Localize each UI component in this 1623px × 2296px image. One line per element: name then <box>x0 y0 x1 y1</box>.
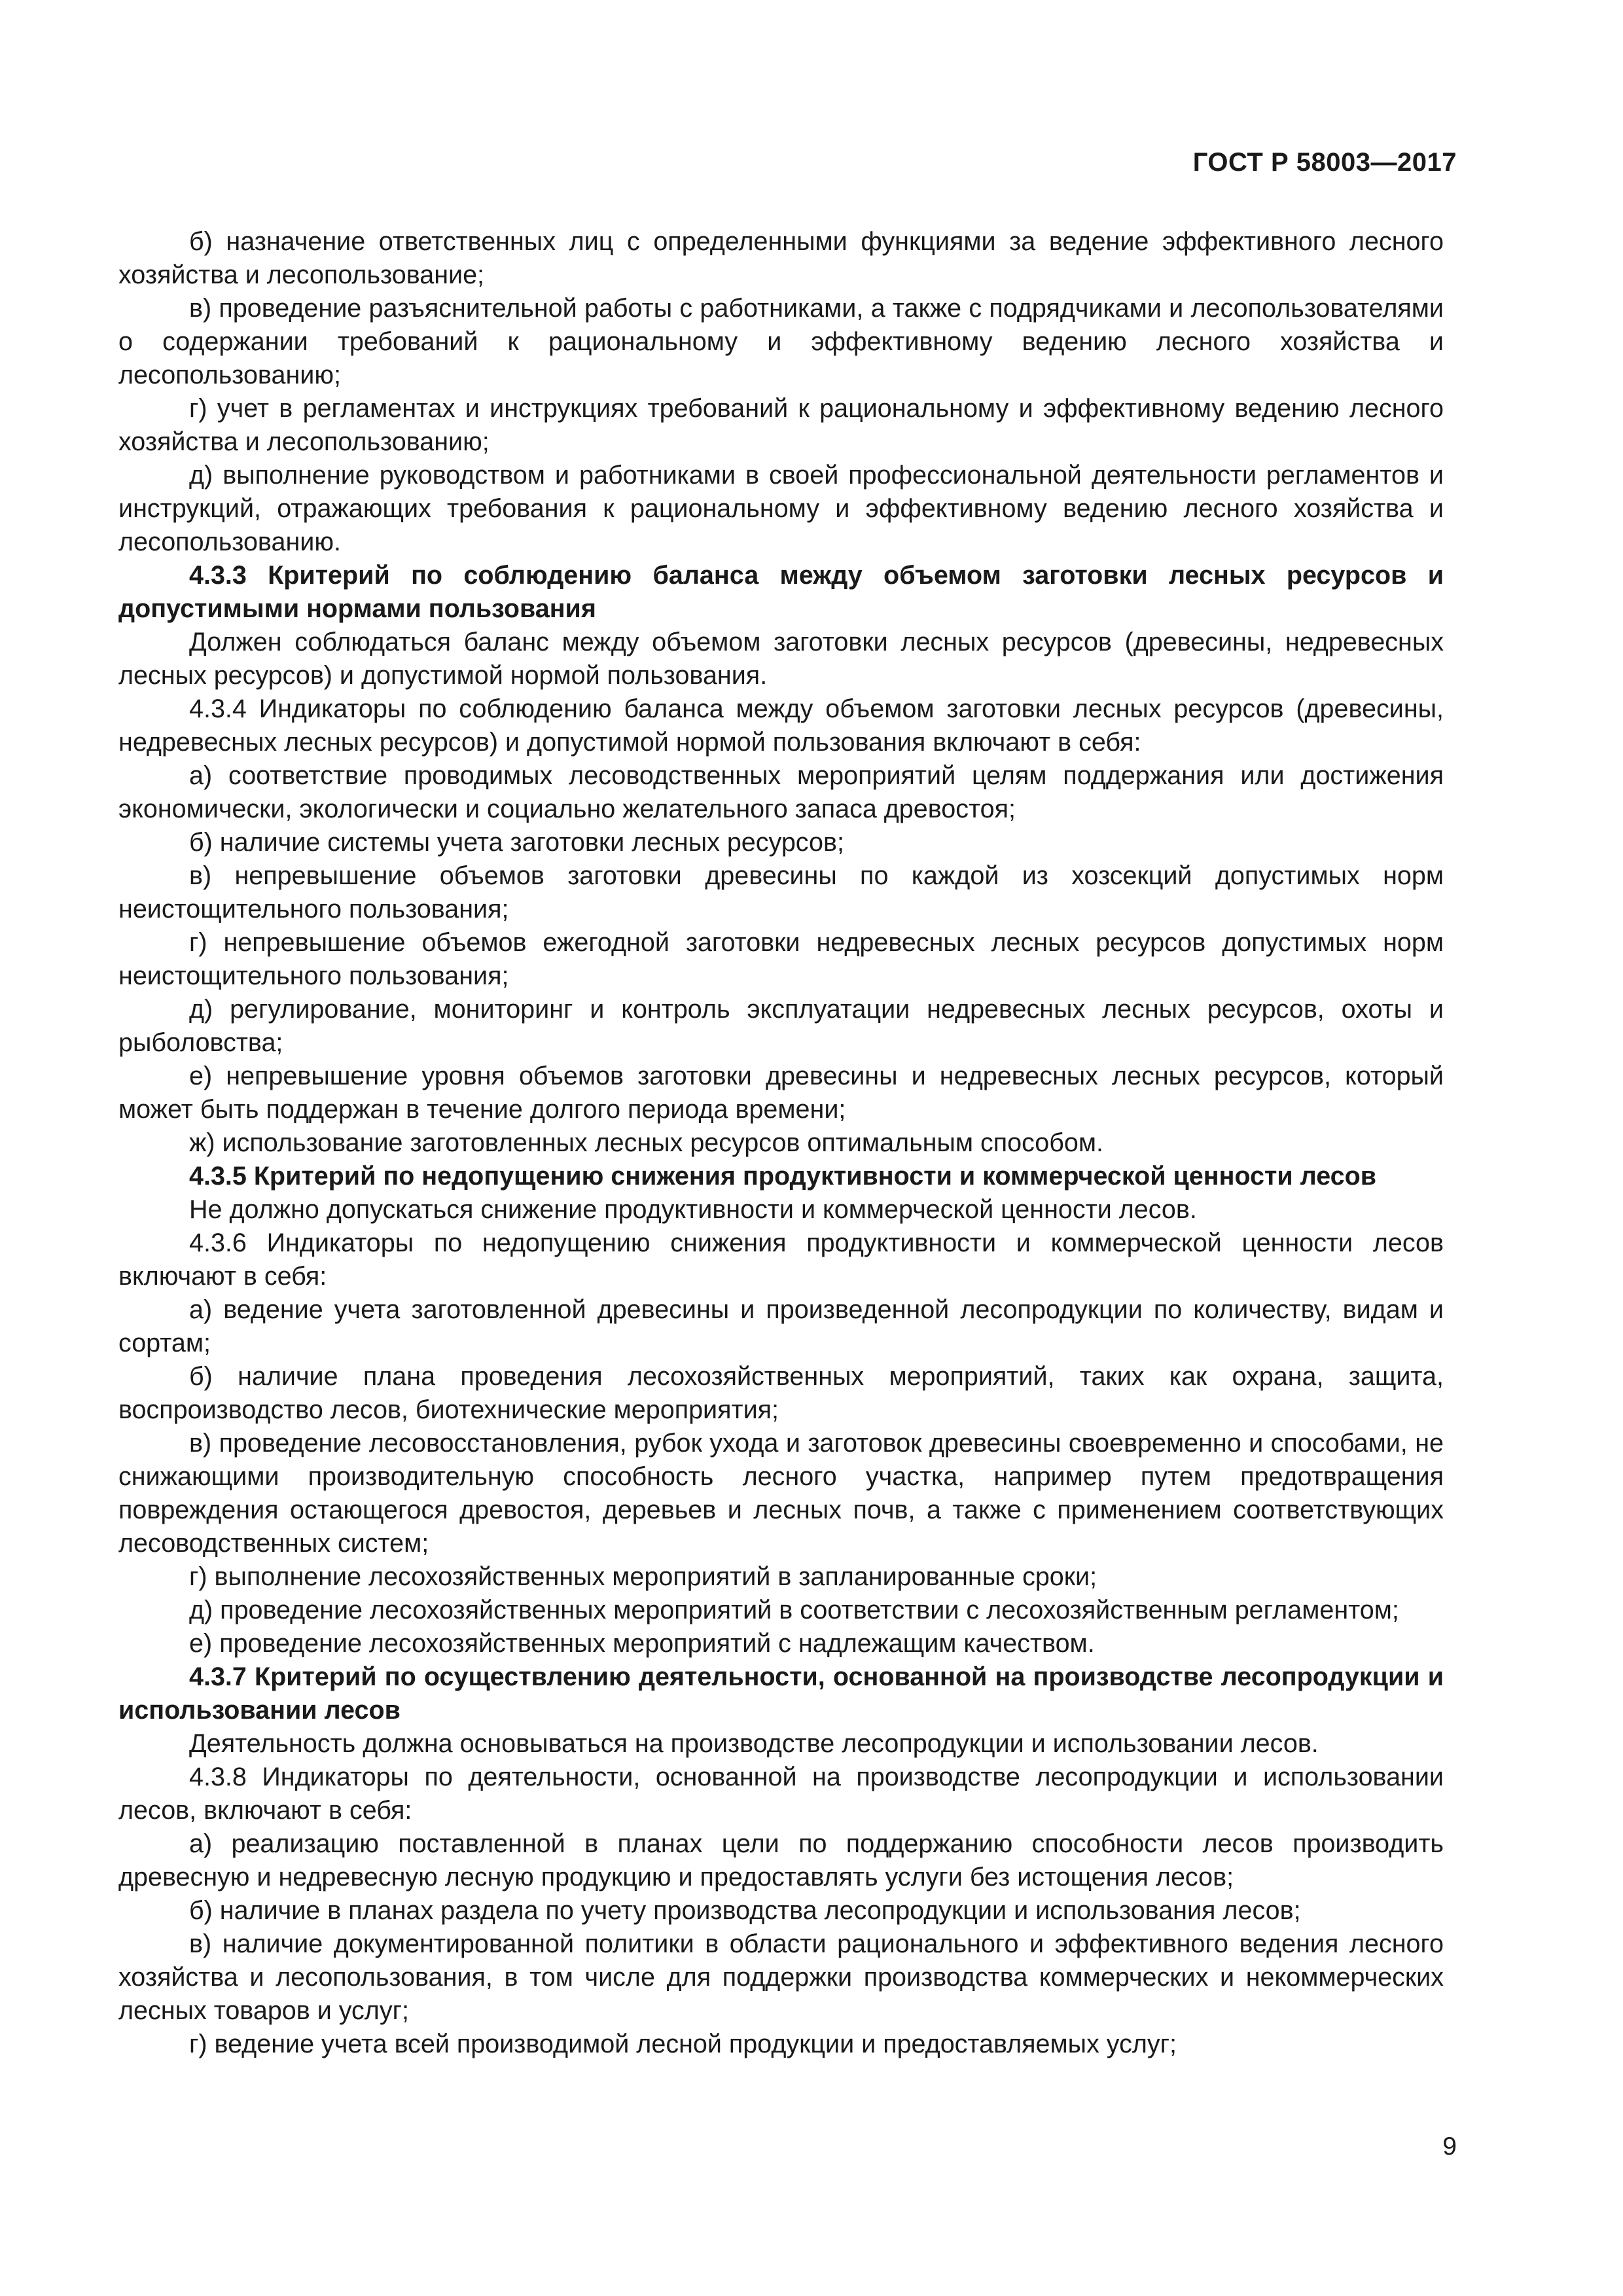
paragraph: Должен соблюдаться баланс между объемом заготовки лесных ресурсов (древесины, недревесных лесных ресурсов) и допустимой нормой пользования. <box>118 628 1444 690</box>
paragraph: б) наличие системы учета заготовки лесных ресурсов; <box>189 828 844 857</box>
paragraph: г) выполнение лесохозяйственных мероприятий в запланированные сроки; <box>189 1562 1097 1591</box>
paragraph: г) ведение учета всей производимой лесной продукции и предоставляемых услуг; <box>189 2030 1177 2058</box>
paragraph: в) проведение разъяснительной работы с работниками, а также с подрядчиками и лесопользователями о содержании требований к рациональному и эффективному ведению лесного хозяйства и лесопользованию; <box>118 294 1444 389</box>
paragraph: г) учет в регламентах и инструкциях требований к рациональному и эффективному ведению лесного хозяйства и лесопользованию; <box>118 394 1444 456</box>
paragraph: а) реализацию поставленной в планах цели по поддержанию способности лесов производить древесную и недревесную лесную продукцию и предоставлять услуги без истощения лесов; <box>118 1829 1444 1892</box>
paragraph: ж) использование заготовленных лесных ресурсов оптимальным способом. <box>189 1128 1103 1157</box>
paragraph: в) проведение лесовосстановления, рубок ухода и заготовок древесины своевременно и способами, не снижающими производительную способность лесного участка, например путем предотвращения повреждения остающегося древостоя, деревьев и лесных почв, а также с применением соответствующих лесоводственных систем; <box>118 1429 1444 1558</box>
paragraph: а) соответствие проводимых лесоводственных мероприятий целям поддержания или достижения экономически, экологически и социально желательного запаса древостоя; <box>118 761 1444 823</box>
paragraph: Не должно допускаться снижение продуктивности и коммерческой ценности лесов. <box>189 1195 1197 1224</box>
paragraph: е) проведение лесохозяйственных мероприятий с надлежащим качеством. <box>189 1629 1095 1658</box>
paragraph: 4.3.6 Индикаторы по недопущению снижения продуктивности и коммерческой ценности лесов включают в себя: <box>118 1229 1444 1291</box>
document-header-id: ГОСТ Р 58003—2017 <box>1192 148 1457 177</box>
section-heading: 4.3.3 Критерий по соблюдению баланса между объемом заготовки лесных ресурсов и допустимыми нормами пользования <box>118 561 1444 623</box>
document-body <box>118 225 1444 2061</box>
paragraph: в) непревышение объемов заготовки древесины по каждой из хозсекций допустимых норм неистощительного пользования; <box>118 861 1444 924</box>
paragraph: д) выполнение руководством и работниками в своей профессиональной деятельности регламентов и инструкций, отражающих требования к рациональному и эффективному ведению лесного хозяйства и лесопользованию. <box>118 461 1444 556</box>
paragraph: д) регулирование, мониторинг и контроль эксплуатации недревесных лесных ресурсов, охоты и рыболовства; <box>118 995 1444 1057</box>
paragraph: в) наличие документированной политики в области рационального и эффективного ведения лесного хозяйства и лесопользования, в том числе для поддержки производства коммерческих и некоммерческих лесных товаров и услуг; <box>118 1929 1444 2025</box>
page-number: 9 <box>1442 2132 1457 2161</box>
paragraph: г) непревышение объемов ежегодной заготовки недревесных лесных ресурсов допустимых норм неистощительного пользования; <box>118 928 1444 990</box>
section-heading: 4.3.7 Критерий по осуществлению деятельности, основанной на производстве лесопродукции и использовании лесов <box>118 1662 1444 1725</box>
paragraph: 4.3.4 Индикаторы по соблюдению баланса между объемом заготовки лесных ресурсов (древесины, недревесных лесных ресурсов) и допустимой нормой пользования включают в себя: <box>118 694 1444 757</box>
paragraph: б) наличие в планах раздела по учету производства лесопродукции и использования лесов; <box>189 1896 1301 1925</box>
paragraph: б) наличие плана проведения лесохозяйственных мероприятий, таких как охрана, защита, воспроизводство лесов, биотехнические мероприятия; <box>118 1362 1444 1424</box>
paragraph: б) назначение ответственных лиц с определенными функциями за ведение эффективного лесного хозяйства и лесопользование; <box>118 227 1444 289</box>
paragraph: д) проведение лесохозяйственных мероприятий в соответствии с лесохозяйственным регламентом; <box>189 1596 1399 1624</box>
paragraph: 4.3.8 Индикаторы по деятельности, основанной на производстве лесопродукции и использовании лесов, включают в себя: <box>118 1763 1444 1825</box>
paragraph: а) ведение учета заготовленной древесины и произведенной лесопродукции по количеству, видам и сортам; <box>118 1295 1444 1357</box>
paragraph: Деятельность должна основываться на производстве лесопродукции и использовании лесов. <box>189 1729 1319 1758</box>
section-heading: 4.3.5 Критерий по недопущению снижения продуктивности и коммерческой ценности лесов <box>189 1162 1377 1191</box>
paragraph: е) непревышение уровня объемов заготовки древесины и недревесных лесных ресурсов, который может быть поддержан в течение долгого периода времени; <box>118 1062 1444 1124</box>
